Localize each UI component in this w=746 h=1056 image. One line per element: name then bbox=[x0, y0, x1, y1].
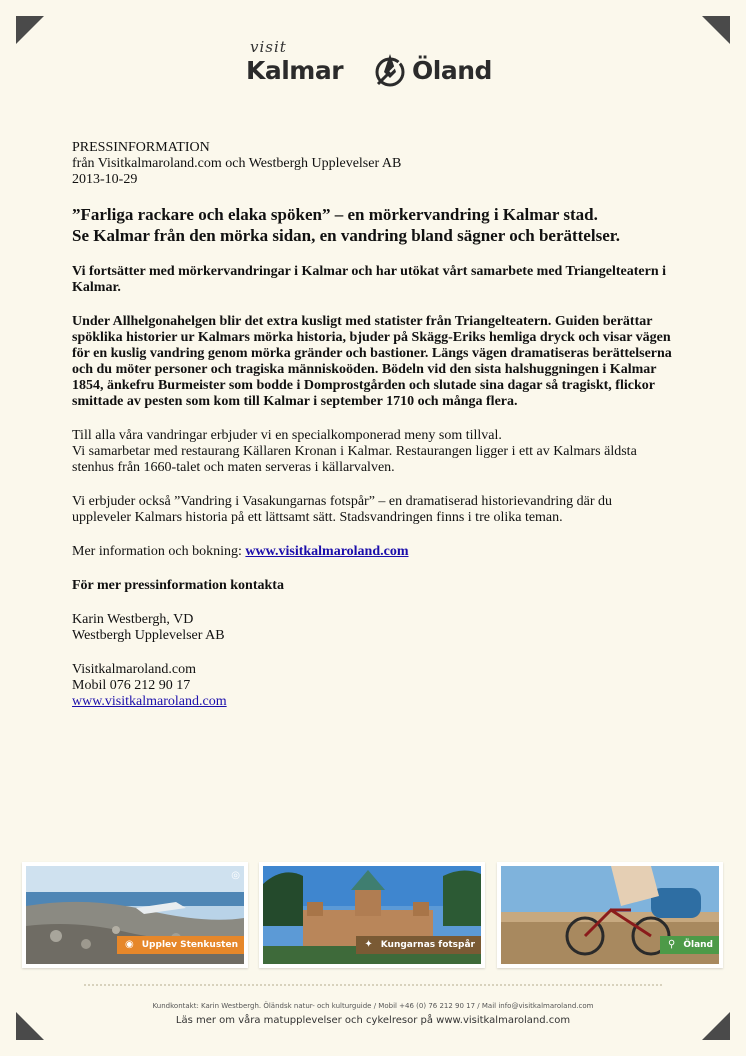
banner-row bbox=[22, 862, 724, 966]
bold-body-paragraph: Under Allhelgonahelgen blir det extra kusligt med statister från Triangelteatern. Guiden berättar spöklika historier ur Kalmars mörka historia, bjuder på Skägg-Eriks hemliga dryck och visar vägen för en kuslig vandring genom mörka gränder och bastioner. Längs vägen dramatiseras berättelserna och du möter personer och tragiska människoöden. Bödeln vid den sista halshuggningen i Kalmar 1854, änkefru Burmeister som bodde i Domprostgården och slutade sina dagar så tragiskt, flickor smittade av pesten som kom till Kalmar i september 1710 och många flera. bbox=[72, 314, 672, 409]
more-info-paragraph bbox=[72, 544, 672, 560]
contact-site: Visitkalmaroland.com bbox=[72, 662, 196, 677]
dotted-divider bbox=[84, 984, 662, 986]
walk-icon: ✦ bbox=[364, 939, 373, 950]
logo-visit-text: visit bbox=[250, 38, 287, 56]
logo-oland-text: Öland bbox=[412, 56, 492, 85]
camera-icon: ◉ bbox=[125, 939, 134, 950]
bicycle-icon: ⚲ bbox=[668, 939, 676, 950]
vasa-paragraph: Vi erbjuder också ”Vandring i Vasakungarnas fotspår” – en dramatiserad historievandring där du uppleveler Kalmars historia på ett lättsamt sätt. Stadsvandringen finns i tre olika teman. bbox=[72, 494, 613, 525]
contact-person bbox=[72, 612, 672, 644]
logo-mark-icon: ◎ bbox=[231, 870, 240, 881]
headline bbox=[72, 204, 672, 246]
press-meta bbox=[72, 140, 672, 188]
menu-line-1: Till alla våra vandringar erbjuder vi en specialkomponerad meny som tillval. bbox=[72, 428, 502, 443]
compass-icon bbox=[370, 50, 410, 90]
contact-phone: Mobil 076 212 90 17 bbox=[72, 678, 191, 693]
logo-kalmar-text: Kalmar bbox=[246, 56, 344, 85]
banner-tag-oland bbox=[660, 936, 719, 954]
press-date: 2013-10-29 bbox=[72, 172, 138, 187]
banner-tag-stenkusten bbox=[117, 936, 244, 954]
contact-details bbox=[72, 662, 672, 710]
banner-stenkusten[interactable] bbox=[22, 862, 248, 968]
lead-paragraph: Vi fortsätter med mörkervandringar i Kalmar och har utökat vårt samarbete med Triangelteatern i Kalmar. bbox=[72, 264, 666, 295]
more-info-link[interactable]: www.visitkalmaroland.com bbox=[245, 544, 409, 559]
banner-kungarnas-fotspar[interactable] bbox=[259, 862, 485, 968]
contact-name: Karin Westbergh, VD bbox=[72, 612, 194, 627]
banner-tag-kungarnas bbox=[356, 936, 481, 954]
press-label: PRESSINFORMATION bbox=[72, 140, 210, 155]
menu-paragraph bbox=[72, 428, 672, 476]
banner-label-stenkusten: Upplev Stenkusten bbox=[141, 940, 238, 950]
contact-company: Westbergh Upplevelser AB bbox=[72, 628, 225, 643]
banner-oland[interactable] bbox=[497, 862, 723, 968]
press-from: från Visitkalmaroland.com och Westbergh Upplevelser AB bbox=[72, 156, 402, 171]
banner-label-oland: Öland bbox=[683, 940, 713, 950]
corner-decoration-top-right bbox=[702, 16, 730, 44]
contact-heading: För mer pressinformation kontakta bbox=[72, 578, 284, 593]
headline-line-1: ”Farliga rackare och elaka spöken” – en mörkervandring i Kalmar stad. bbox=[72, 205, 598, 224]
footer-website-line: Läs mer om våra matupplevelser och cykelresor på www.visitkalmaroland.com bbox=[175, 1015, 571, 1026]
more-info-label: Mer information och bokning: bbox=[72, 544, 246, 559]
corner-decoration-top-left bbox=[16, 16, 44, 44]
menu-line-2: Vi samarbetar med restaurang Källaren Kronan i Kalmar. Restaurangen ligger i ett av Kalmars äldsta stenhus från 1660-talet och maten serveras i källarvalven. bbox=[72, 444, 637, 475]
headline-line-2: Se Kalmar från den mörka sidan, en vandring bland sägner och berättelser. bbox=[72, 226, 620, 245]
contact-link[interactable]: www.visitkalmaroland.com bbox=[72, 694, 227, 709]
footer-contact-line: Kundkontakt: Karin Westbergh. Öländsk natur- och kulturguide / Mobil +46 (0) 76 212 90 17 / Mail info@visitkalmaroland.com bbox=[152, 1002, 594, 1010]
visit-kalmar-oland-logo bbox=[244, 40, 504, 98]
press-release-body bbox=[72, 140, 672, 710]
banner-label-kungarnas: Kungarnas fotspår bbox=[380, 940, 475, 950]
